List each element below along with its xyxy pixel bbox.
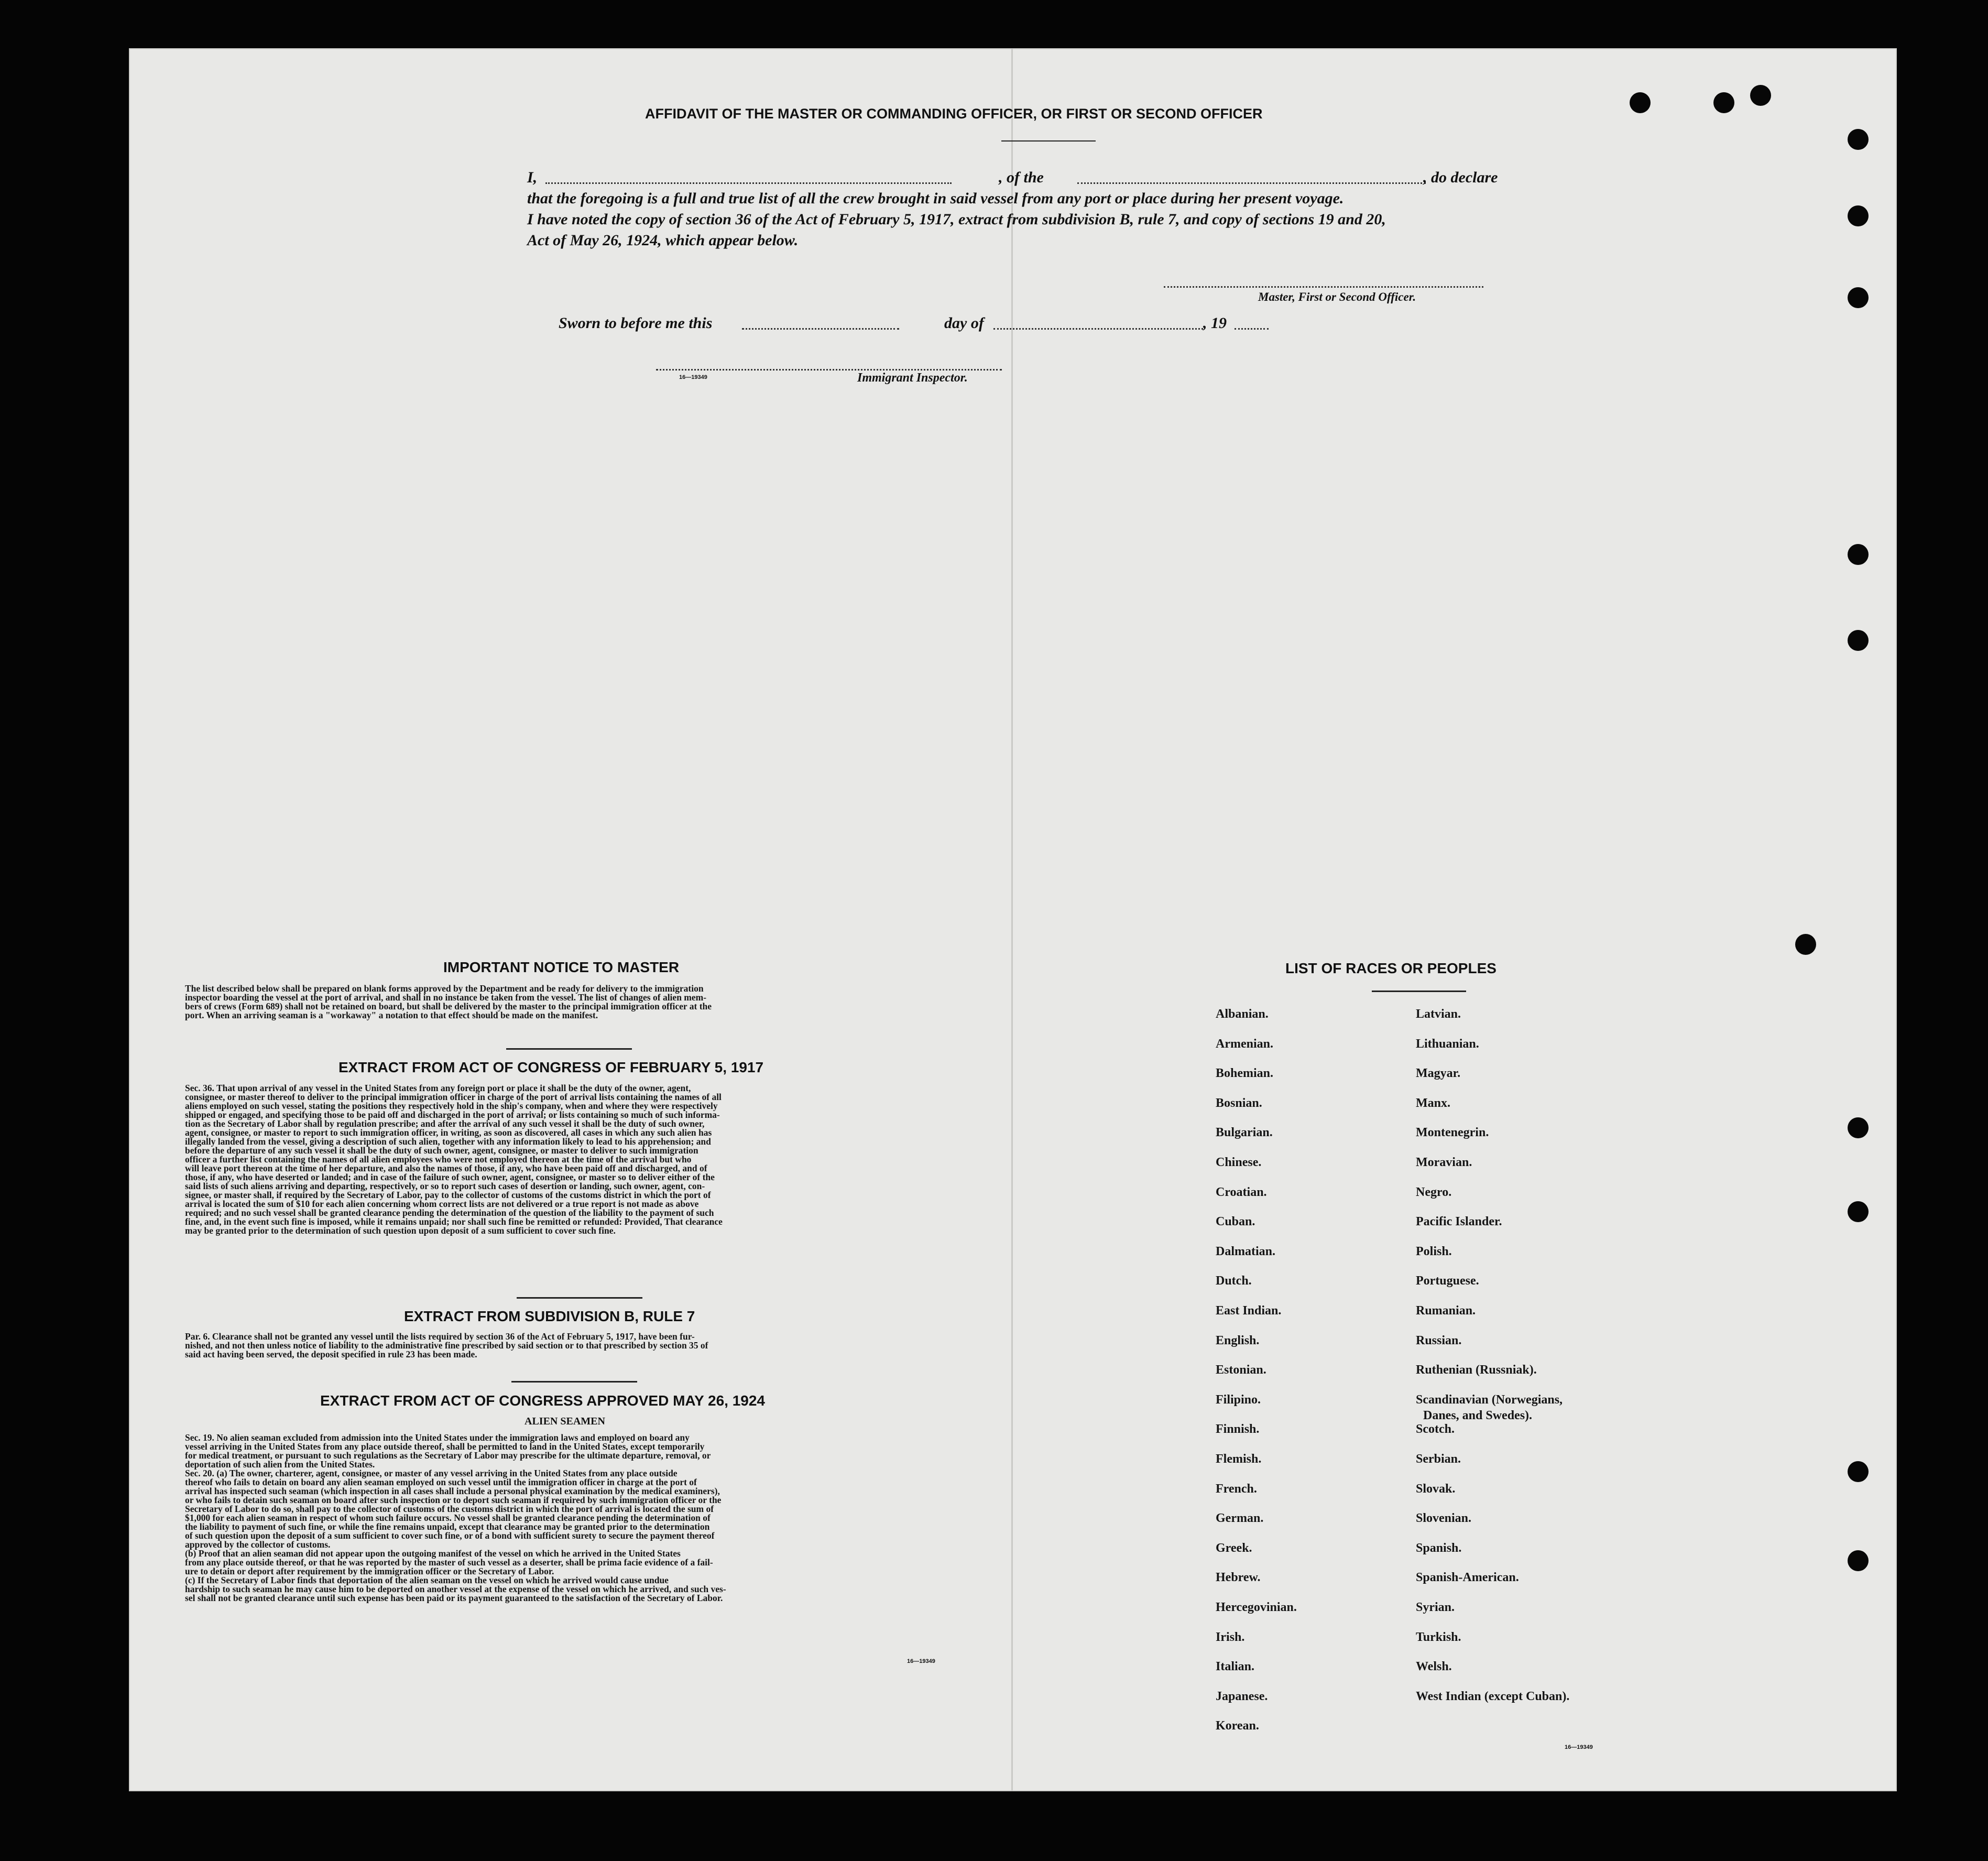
name-blank[interactable] [545, 182, 952, 184]
race-right-item: Scandinavian (Norwegians, [1416, 1392, 1563, 1407]
affidavit-line-4: Act of May 26, 1924, which appear below. [527, 232, 799, 249]
master-signature-label: Master, First or Second Officer. [1258, 290, 1416, 303]
punch-hole [1848, 1117, 1869, 1138]
extract-1924-title: EXTRACT FROM ACT OF CONGRESS APPROVED MAY 26, 1924 [320, 1392, 765, 1409]
race-left-item: Cuban. [1216, 1215, 1255, 1229]
race-left-item: Korean. [1216, 1719, 1259, 1733]
punch-hole [1848, 1461, 1869, 1482]
race-left-item: Greek. [1216, 1541, 1252, 1555]
title-rule [1001, 140, 1096, 142]
punch-hole [1630, 92, 1651, 113]
extract-1924-body: Sec. 19. No alien seaman excluded from admission into the United States under the immigration laws and employed on board any vessel arriving in the United States from any place outside thereof, shall be permitted to land in the United States, except temporarily for medical treatment, or pursuant to such regulations as the Secretary of Labor may prescribe for the ultimate departure, removal, or deportation of such alien from the United States. Sec. 20. (a) The owner, charterer, agent, consignee, or master of any vessel arriving in the United States from any place outside thereof who fails to detain on board any alien seaman employed on such vessel until the immigration officer in charge at the port of arrival has inspected such seaman (which inspection in all cases shall include a personal physical examination by the medical examiners), or who fails to detain such seaman on board after such inspection or to deport such seaman if required by such immigration officer or the Secretary of Labor to do so, shall pay to the collector of customs of the customs district in which the port of arrival is located the sum of $1,000 for each alien seaman in respect of whom such failure occurs. No vessel shall be granted clearance pending the determination of the liability to payment of such fine, or while the fine remains unpaid, except that clearance may be granted prior to the determination of such question upon the deposit of a sum sufficient to cover such fine, or of a bond with sufficient surety to secure the payment thereof approved by the collector of customs. (b) Proof that an alien seaman did not appear upon the outgoing manifest of the vessel on which he arrived in the United States from any place outside thereof, or that he was reported by the master of such vessel as a deserter, shall be prima facie evidence of a fail- ure to detain or deport after requirement by the immigration officer or the Secretary of Labor. (c) If the Secretary of Labor finds that deportation of the alien seaman on the vessel on which he arrived would cause undue hardship to such seaman he may cause him to be deported on another vessel at the expense of the vessel on which he arrived, and such ves- sel shall not be granted clearance until such expense has been paid or its payment guaranteed to the satisfaction of the Secretary of Labor. [185, 1432, 726, 1603]
race-right-item: Moravian. [1416, 1156, 1472, 1169]
sworn-label: Sworn to before me this [559, 314, 713, 332]
race-left-item: Flemish. [1216, 1452, 1262, 1466]
extract-1917-rule [517, 1297, 642, 1299]
race-right-item: Slovak. [1416, 1482, 1456, 1496]
race-right-item: Pacific Islander. [1416, 1215, 1502, 1229]
punch-hole [1848, 630, 1869, 651]
race-left-item: Albanian. [1216, 1007, 1269, 1021]
race-left-item: Hebrew. [1216, 1571, 1261, 1585]
punch-hole [1848, 129, 1869, 150]
year-label: , 19 [1203, 314, 1227, 332]
race-left-item: East Indian. [1216, 1304, 1282, 1318]
affidavit-do-declare: , do declare [1423, 169, 1498, 186]
race-left-item: Chinese. [1216, 1156, 1262, 1169]
affidavit-title: AFFIDAVIT OF THE MASTER OR COMMANDING OFFICER, OR FIRST OR SECOND OFFICER [645, 106, 1263, 122]
inspector-signature-blank[interactable] [656, 369, 1002, 371]
punch-hole [1795, 934, 1816, 955]
race-right-item: Spanish-American. [1416, 1571, 1519, 1585]
day-of-label: day of [944, 314, 984, 332]
race-left-item: Dutch. [1216, 1274, 1252, 1288]
race-right-item: Magyar. [1416, 1066, 1461, 1081]
master-signature-blank[interactable] [1164, 286, 1483, 288]
race-right-item: Negro. [1416, 1185, 1452, 1199]
rule7-body: Par. 6. Clearance shall not be granted any vessel until the lists required by section 36 of the Act of February 5, 1917, have been fur- nished, and not then unless notice of liability to the administrative fine prescribed by said section or to that prescribed by section 35 of said act having been served, the deposit specified in rule 23 has been made. [185, 1331, 708, 1359]
affidavit-of-the: , of the [999, 169, 1044, 186]
race-left-item: German. [1216, 1511, 1264, 1526]
affidavit-line-2: that the foregoing is a full and true list of all the crew brought in said vessel from any port or place during her present voyage. [527, 190, 1344, 207]
race-right-item: Ruthenian (Russniak). [1416, 1363, 1537, 1377]
race-left-item: Hercegovinian. [1216, 1601, 1297, 1614]
punch-hole [1848, 1550, 1869, 1571]
race-left-item: Dalmatian. [1216, 1244, 1275, 1258]
race-left-item: Bohemian. [1216, 1066, 1274, 1081]
races-title: LIST OF RACES OR PEOPLES [1285, 960, 1497, 976]
race-right-item: Lithuanian. [1416, 1037, 1479, 1051]
extract-1924-form-number: 16—19349 [907, 1658, 935, 1664]
punch-hole [1750, 85, 1771, 106]
race-right-item: Slovenian. [1416, 1511, 1472, 1526]
race-left-item: Bosnian. [1216, 1096, 1262, 1110]
race-right-item: Portuguese. [1416, 1274, 1479, 1288]
race-right-item: Manx. [1416, 1096, 1450, 1110]
extract-1917-body: Sec. 36. That upon arrival of any vessel in the United States from any foreign port or place it shall be the duty of the owner, agent, consignee, or master thereof to deliver to the principal immigration officer in charge of the port of arrival lists containing the names of all aliens employed on such vessel, stating the positions they respectively hold in the ship's company, when and where they were respectively shipped or engaged, and specifying those to be paid off and discharged in the port of arrival; or lists containing so much of such informa- tion as the Secretary of Labor shall by regulation prescribe; and after the arrival of any such vessel it shall be the duty of such owner, agent, consignee, or master to report to such immigration officer, in writing, as soon as discovered, all cases in which any such alien has illegally landed from the vessel, giving a description of such alien, together with any information likely to lead to his apprehension; and before the departure of any such vessel it shall be the duty of such owner, agent, consignee, or master to deliver to such immigration officer a further list containing the names of all alien employees who were not employed thereon at the time of the arrival but who will leave port thereon at the time of her departure, and also the names of those, if any, who have been paid off and discharged, and of those, if any, who have deserted or landed; and in case of the failure of such owner, agent, consignee, or master so to deliver either of the said lists of such aliens arriving and departing, respectively, or so to report such cases of desertion or landing, such owner, agent, con- signee, or master shall, if required by the Secretary of Labor, pay to the collector of customs of the customs district in which the port of arrival is located the sum of $10 for each alien concerning whom correct lists are not delivered or a true report is not made as above required; and no such vessel shall be granted clearance pending the determination of the question of the liability to the payment of such fine, and, in the event such fine is imposed, while it remains unpaid; nor shall such fine be remitted or refunded: Provided, That clearance may be granted prior to the determination of such question upon deposit of a sum sufficient to cover such fine. [185, 1083, 723, 1236]
races-form-number: 16—19349 [1565, 1744, 1593, 1750]
race-left-item: Bulgarian. [1216, 1126, 1273, 1140]
race-right-item: Scotch. [1416, 1422, 1455, 1436]
extract-1924-subtitle: ALIEN SEAMEN [525, 1416, 605, 1427]
affidavit-i: I, [527, 169, 538, 186]
race-left-item: French. [1216, 1482, 1257, 1496]
race-left-item: Armenian. [1216, 1037, 1273, 1051]
race-left-item: Italian. [1216, 1660, 1255, 1674]
race-left-item: Filipino. [1216, 1392, 1261, 1407]
race-right-item: Welsh. [1416, 1660, 1452, 1674]
race-left-item: Croatian. [1216, 1185, 1267, 1199]
punch-hole [1848, 1201, 1869, 1222]
race-right-item: West Indian (except Cuban). [1416, 1689, 1570, 1703]
race-right-item: Serbian. [1416, 1452, 1461, 1466]
race-right-item: Russian. [1416, 1333, 1462, 1347]
race-left-item: Finnish. [1216, 1422, 1260, 1436]
rule7-title: EXTRACT FROM SUBDIVISION B, RULE 7 [404, 1308, 695, 1324]
race-left-item: English. [1216, 1333, 1260, 1347]
punch-hole [1848, 544, 1869, 565]
year-blank[interactable] [1235, 328, 1269, 330]
port-blank[interactable] [1077, 182, 1426, 184]
affidavit-line-3: I have noted the copy of section 36 of the Act of February 5, 1917, extract from subdivision B, rule 7, and copy of sections 19 and 20, [527, 211, 1386, 228]
race-right-item: Montenegrin. [1416, 1126, 1489, 1140]
race-right-item: Danes, and Swedes). [1423, 1408, 1533, 1422]
race-left-item: Irish. [1216, 1630, 1245, 1644]
punch-hole [1848, 287, 1869, 308]
punch-hole [1713, 92, 1734, 113]
center-fold [1011, 48, 1013, 1791]
notice-body: The list described below shall be prepared on blank forms approved by the Department and be ready for delivery to the immigration inspector boarding the vessel at the port of arrival, and shall in no instance be taken from the vessel. The list of changes of alien mem- bers of crews (Form 689) shall not be retained on board, but shall be delivered by the master to the principal immigration officer at the port. When an arriving seaman is a "workaway" a notation to that effect should be made on the manifest. [185, 983, 712, 1020]
race-left-item: Japanese. [1216, 1689, 1268, 1703]
race-right-item: Rumanian. [1416, 1304, 1476, 1318]
inspector-label: Immigrant Inspector. [857, 371, 968, 385]
month-blank[interactable] [993, 328, 1203, 330]
race-right-item: Turkish. [1416, 1630, 1461, 1644]
rule7-rule [511, 1381, 637, 1383]
extract-1917-title: EXTRACT FROM ACT OF CONGRESS OF FEBRUARY 5, 1917 [338, 1059, 764, 1075]
sworn-day-blank[interactable] [742, 328, 899, 330]
race-right-item: Polish. [1416, 1244, 1452, 1258]
affidavit-form-number: 16—19349 [679, 374, 707, 380]
race-right-item: Syrian. [1416, 1601, 1455, 1614]
race-left-item: Estonian. [1216, 1363, 1266, 1377]
punch-hole [1848, 205, 1869, 226]
notice-title: IMPORTANT NOTICE TO MASTER [443, 959, 680, 975]
races-rule [1372, 991, 1466, 992]
race-right-item: Spanish. [1416, 1541, 1462, 1555]
document-sheet [129, 48, 1897, 1791]
race-right-item: Latvian. [1416, 1007, 1461, 1021]
notice-rule [506, 1048, 632, 1050]
